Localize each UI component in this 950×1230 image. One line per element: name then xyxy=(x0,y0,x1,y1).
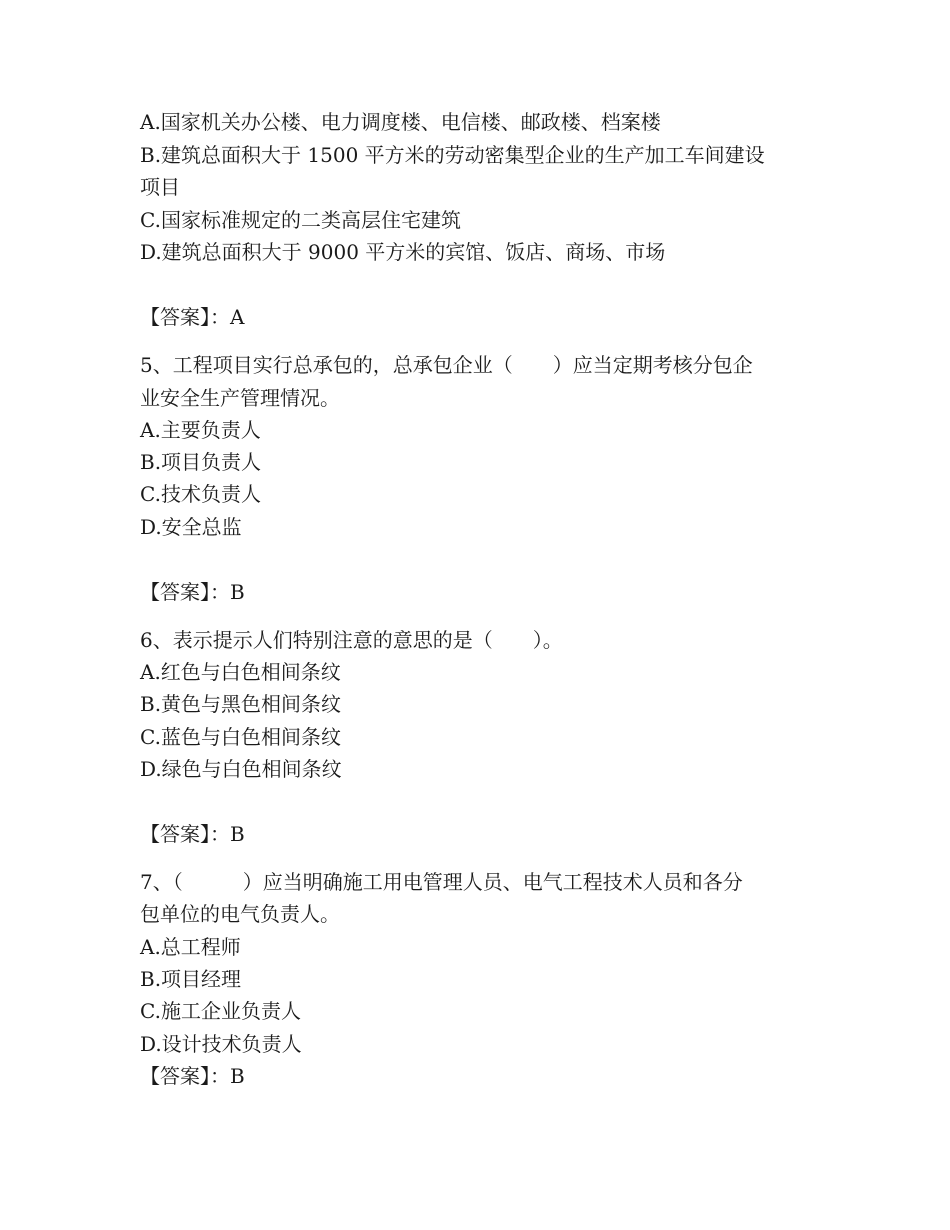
q5-stem-line1: 5、工程项目实行总承包的，总承包企业（ ）应当定期考核分包企 xyxy=(140,353,753,377)
q7-stem-line1: 7、（ ）应当明确施工用电管理人员、电气工程技术人员和各分 xyxy=(140,870,743,894)
q4-option-d: D.建筑总面积大于 9000 平方米的宾馆、饭店、商场、市场 xyxy=(140,240,666,264)
q7-stem-line2: 包单位的电气负责人。 xyxy=(140,902,340,926)
q5-option-a: A.主要负责人 xyxy=(140,418,261,442)
q7-answer: 【答案】：B xyxy=(140,1064,245,1088)
q4-option-b-line2: 项目 xyxy=(140,175,180,199)
q5-option-c: C.技术负责人 xyxy=(140,482,261,506)
q5-answer: 【答案】：B xyxy=(140,580,245,604)
q5-option-b: B.项目负责人 xyxy=(140,450,262,474)
q6-answer: 【答案】：B xyxy=(140,822,245,846)
q7-option-b: B.项目经理 xyxy=(140,967,242,991)
q6-option-c: C.蓝色与白色相间条纹 xyxy=(140,725,341,749)
q5-stem-line2: 业安全生产管理情况。 xyxy=(140,386,340,410)
q4-option-a: A.国家机关办公楼、电力调度楼、电信楼、邮政楼、档案楼 xyxy=(140,110,661,134)
q5-option-d: D.安全总监 xyxy=(140,515,242,539)
q4-option-b-line1: B.建筑总面积大于 1500 平方米的劳动密集型企业的生产加工车间建设 xyxy=(140,143,765,167)
q6-stem: 6、表示提示人们特别注意的意思的是（ ）。 xyxy=(140,628,563,652)
q6-option-a: A.红色与白色相间条纹 xyxy=(140,660,341,684)
q6-option-d: D.绿色与白色相间条纹 xyxy=(140,757,342,781)
q7-option-c: C.施工企业负责人 xyxy=(140,999,301,1023)
q4-answer: 【答案】：A xyxy=(140,305,245,329)
q6-option-b: B.黄色与黑色相间条纹 xyxy=(140,692,342,716)
q4-option-c: C.国家标准规定的二类高层住宅建筑 xyxy=(140,208,461,232)
q7-option-d: D.设计技术负责人 xyxy=(140,1032,302,1056)
q7-option-a: A.总工程师 xyxy=(140,935,241,959)
